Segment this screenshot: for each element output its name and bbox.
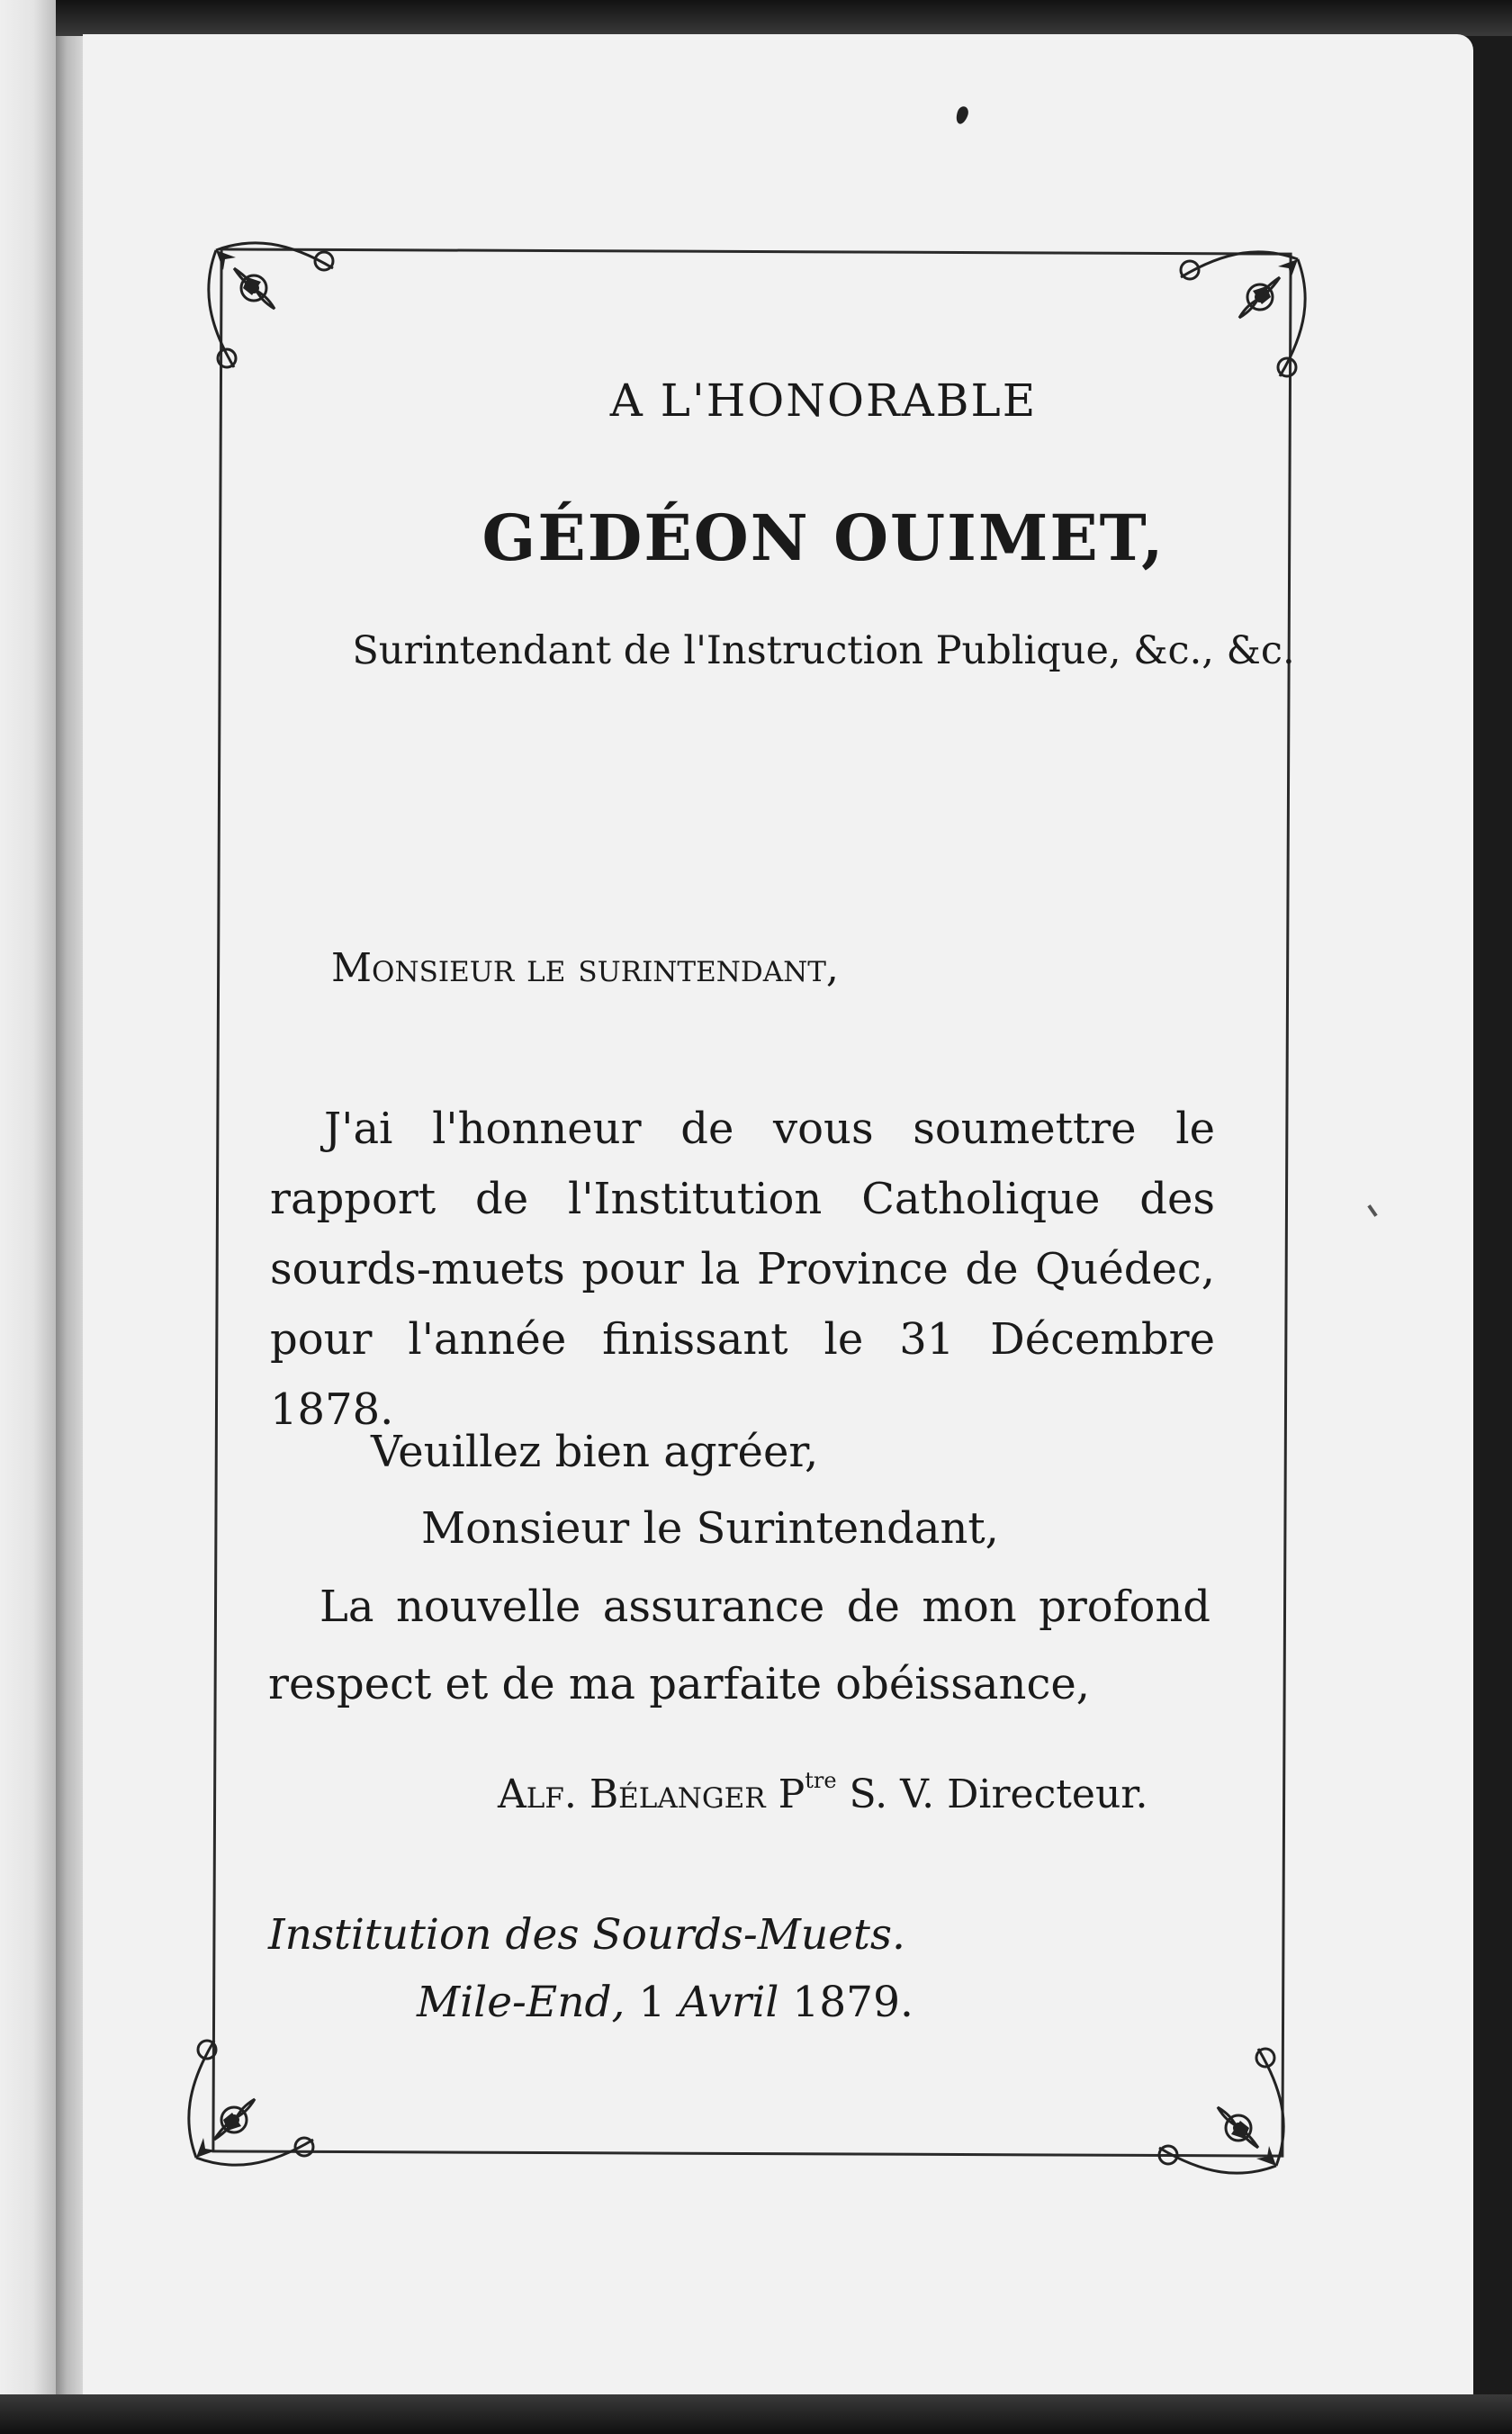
- dateline-date: [417, 1978, 914, 2027]
- recipient-title: Surintendant de l'Instruction Publique, &c., &c.: [352, 628, 1295, 673]
- adjacent-page-edge: [0, 0, 56, 2434]
- signature-superscript: tre: [805, 1768, 837, 1793]
- letter-body: J'ai l'honneur de vous soumettre le rapport de l'Institution Catholique des sourds-muets pour la Province de Quédec, pour l'année finissant le 31 Décembre 1878.: [270, 1104, 1215, 1435]
- closing-line: Veuillez bien agréer,: [371, 1427, 819, 1477]
- closing-line: respect et de ma parfaite obéissance,: [268, 1659, 1090, 1709]
- scan-border-top: [56, 0, 1512, 36]
- recipient-name: GÉDÉON OUIMET,: [482, 500, 1166, 575]
- corner-ornament-icon: [198, 232, 351, 385]
- closing-line: Monsieur le Surintendant,: [421, 1503, 999, 1554]
- dateline-institution: Institution des Sourds-Muets.: [268, 1910, 905, 1960]
- dedication-line: A L'HONORABLE: [609, 374, 1038, 427]
- corner-ornament-icon: [1163, 241, 1316, 394]
- scan-border-bottom: [0, 2394, 1512, 2434]
- signature-name: Alf. Bélanger P: [498, 1771, 806, 1817]
- signature-role: S. V. Directeur.: [836, 1771, 1148, 1817]
- signature: [498, 1768, 1148, 1817]
- dateline-month: Avril: [679, 1978, 779, 2027]
- salutation: Monsieur le surintendant,: [331, 945, 839, 991]
- dateline-day: 1: [625, 1978, 680, 2027]
- corner-ornament-icon: [178, 2023, 331, 2176]
- corner-ornament-icon: [1141, 2031, 1294, 2184]
- dateline-year: 1879.: [778, 1978, 914, 2027]
- dateline-place: Mile-End,: [417, 1978, 626, 2027]
- closing-line: La nouvelle assurance de mon profond: [320, 1582, 1210, 1632]
